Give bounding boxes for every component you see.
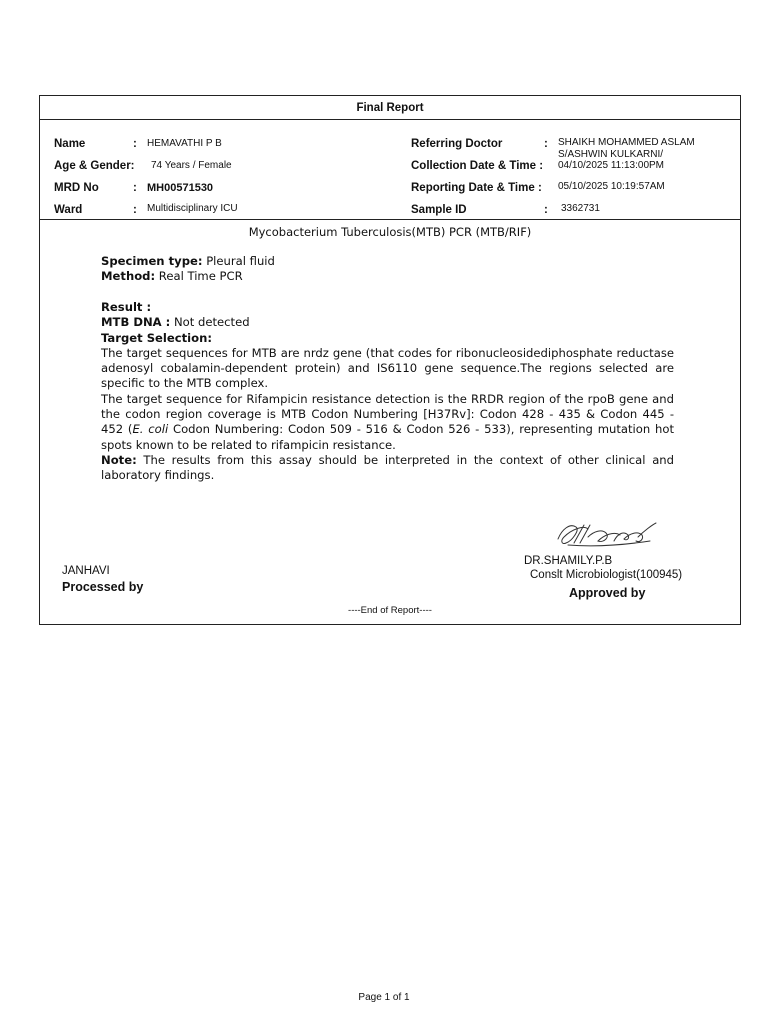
referring-doctor-line2: S/ASHWIN KULKARNI/ [558, 149, 664, 160]
collection-datetime: 04/10/2025 11:13:00PM [558, 160, 665, 171]
processed-by-label: Processed by [62, 580, 144, 594]
method-value: Real Time PCR [158, 269, 243, 284]
end-of-report: ----End of Report---- [348, 605, 432, 616]
mtb-dna-value: Not detected [173, 315, 250, 330]
result-section [101, 300, 674, 484]
header-divider [40, 119, 740, 120]
ward-value: Multidisciplinary ICU [147, 203, 238, 214]
ecoli-text: E. coli [132, 422, 169, 437]
sample-id: 3362731 [561, 203, 600, 214]
target-paragraph-mtb: The target sequences for MTB are nrdz gene (that codes for ribonucleosidediphosphate reductase adenosyl cobalamin-dependent protein) and IS6110 gene sequence.The regions selected are specific to the MTB complex. [101, 345, 674, 391]
approver-name: DR.SHAMILY.P.B [524, 555, 613, 567]
age-gender-value: 74 Years / Female [151, 160, 232, 171]
info-divider [40, 219, 740, 220]
sample-id-label: Sample ID [411, 204, 467, 216]
specimen-section [101, 254, 674, 285]
rif-text-a: The target sequence for Rifampicin resistance detection is the RRDR region of the rpoB gene and the codon region coverage is MTB Codon Numbering [H37Rv]: Codon 428 - 435 & Codon 445 - 452 ( [101, 391, 674, 437]
name-label: Name [54, 138, 86, 150]
approved-by-label: Approved by [569, 586, 646, 600]
note-label: Note: [101, 452, 137, 467]
mtb-dna-label: MTB DNA : [101, 315, 171, 330]
mrd-number: MH00571530 [147, 182, 214, 194]
method-label: Method: [101, 269, 156, 284]
specimen-label: Specimen type: [101, 254, 203, 268]
referring-doctor-label: Referring Doctor [411, 138, 503, 150]
mrd-colon: : [133, 182, 137, 194]
result-label: Result : [101, 300, 152, 314]
ward-colon: : [133, 204, 137, 216]
ward-label: Ward [54, 204, 83, 216]
approver-title: Conslt Microbiologist(100945) [530, 569, 683, 581]
approver-signature [554, 515, 660, 553]
target-selection-label: Target Selection: [101, 330, 212, 345]
age-gender-label: Age & Gender: [54, 160, 135, 172]
reporting-label: Reporting Date & Time : [411, 182, 542, 194]
sample-colon: : [544, 204, 548, 216]
name-colon: : [133, 138, 137, 150]
page-number: Page 1 of 1 [358, 992, 410, 1003]
mrd-label: MRD No [54, 182, 99, 194]
test-title: Mycobacterium Tuberculosis(MTB) PCR (MTB/RIF) [248, 225, 532, 239]
referring-doctor-line1: SHAIKH MOHAMMED ASLAM [558, 137, 695, 148]
target-paragraph-rif [101, 392, 674, 453]
patient-name: HEMAVATHI P B [147, 138, 222, 149]
note-text: The results from this assay should be interpreted in the context of other clinical and laboratory findings. [101, 452, 675, 483]
specimen-value: Pleural fluid [206, 254, 275, 268]
processed-by-name: JANHAVI [62, 565, 110, 577]
rif-text-b: Codon Numbering: Codon 509 - 516 & Codon 526 - 533), representing mutation hot spots known to be related to rifampicin resistance. [101, 422, 675, 452]
reporting-datetime: 05/10/2025 10:19:57AM [558, 181, 665, 192]
collection-label: Collection Date & Time : [411, 160, 544, 172]
report-title: Final Report [356, 102, 424, 114]
note-paragraph [101, 453, 674, 484]
final-report [39, 95, 741, 625]
doctor-colon: : [544, 138, 548, 150]
